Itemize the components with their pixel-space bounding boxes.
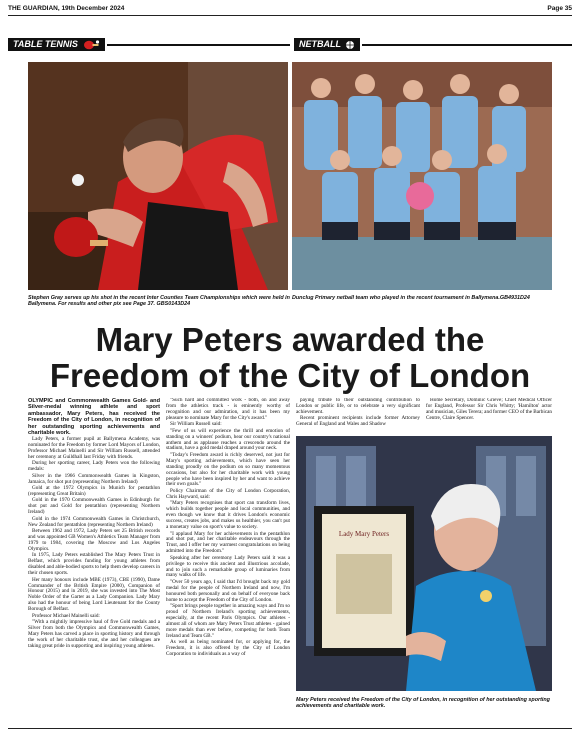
- masthead-rule: [8, 15, 572, 16]
- masthead-date: THE GUARDIAN, 19th December 2024: [8, 4, 125, 12]
- article-paragraph: "Such hard and committed work - both, on and away from the athletics track - is eminently worthy of recognition and our admiration, and it has been my pleasure to nominate Mary for the City's award.": [166, 398, 290, 421]
- article-paragraph: "With a mightily impressive haul of five Gold medals and a Silver from both the Olympics and Commonwealth Games, Mary Peters has carved a place in sporting history and through the work of her charitable trust, she and her colleagues are taking great pride in supporting and inspiring young athletes.: [28, 619, 160, 649]
- article-paragraph: "I applaud Mary for her achievements in the pentathlon and shot put, and her charitable endeavours through the Trust, and I offer her my warmest congratulations on being admitted into the Freedom.": [166, 530, 290, 555]
- article-paragraph: Home Secretary, Dominic Grieve; Chief Medical Officer for England, Professor Sir Chris Whitty; 'Hamilton' actor and musician, Giles Terera; and former CEO of the Barbican Centre, Claire Spencer.: [426, 398, 552, 421]
- netball-caption: Dunclug Primary netball team who played in the recent tournament in Ballymena.GB4931D24: [292, 295, 530, 301]
- article-column-4: [426, 398, 552, 430]
- section-label-netball: [294, 38, 360, 51]
- article-column-2: [166, 398, 290, 718]
- table-tennis-caption: Stephen Gray serves up his shot in the recent Inter Counties Team Championships which were held in Ballymena. For results and other pix see Page 37. GBS0143D24: [28, 295, 290, 308]
- section-rule: [107, 44, 290, 46]
- article-column-3: [296, 398, 420, 430]
- article-column-1: [28, 398, 160, 718]
- certificate-title: Lady Mary Peters: [338, 530, 390, 538]
- footer-rule: [8, 728, 572, 729]
- article-paragraph: Between 1962 and 1972, Lady Peters set 25 British records and was appointed GB Women's Athletics Team Manager from 1979 to 1984, covering the Moscow and Los Angeles Olympics.: [28, 528, 160, 552]
- mary-peters-caption: Mary Peters received the Freedom of the City of London, in recognition of her outstanding sporting achievements and charitable work.: [296, 697, 550, 710]
- article-paragraph: "Few of us will experience the thrill and emotion of standing on a winners' podium, hear our country's national anthem and as applause reaches a crescendo around the stadium, have a gold medal draped around your neck.: [166, 427, 290, 452]
- section-rule: [362, 44, 572, 46]
- article-paragraph: In 1975, Lady Peters established The Mary Peters Trust in Belfast, which provides funding for young athletes from disabled and able-bodied sports to help them develop careers in their chosen sports.: [28, 552, 160, 577]
- page-number: Page 35: [547, 4, 572, 12]
- article-paragraph: OLYMPIC and Commonwealth Games Gold- and Silver-medal winning athlete and sport ambassador, Mary Peters, has received the Freedom of the City of London, in recognition of her outstanding sporting achievements and charitable work.: [28, 398, 160, 437]
- article-paragraph: Her many honours include MBE (1973), CBE (1990), Dame Commander of the British Empire (2000), Companion of Honour (2015) and in 2019, she was invested into The Most Noble Order of the Garter as a Lady Companion. Lady Mary also had the honour of being Lord Lieutenant for the County Borough of Belfast.: [28, 576, 160, 613]
- article-paragraph: Speaking after her ceremony Lady Peters said it was a privilege to receive this ancient and illustrious accolade, and to join such a remarkable group of luminaries from many walks of life.: [166, 554, 290, 579]
- article-paragraph: Silver in the 1966 Commonwealth Games in Kingston, Jamaica, for shot put (representing Northern Ireland): [28, 472, 160, 485]
- article-paragraph: Recent prominent recipients include former Attorney General of England and Wales and Shadow: [296, 415, 420, 428]
- article-paragraph: Professor Michael Mainelli said:: [32, 612, 100, 619]
- headline-line-1: Mary Peters awarded the: [95, 321, 485, 358]
- article-paragraph: As well as being nominated for, or applying for, the Freedom, it is also offered by the City of London Corporation to individuals as a way of: [166, 639, 290, 657]
- headline: [8, 322, 572, 394]
- section-label-table-tennis: [8, 38, 105, 51]
- article-paragraph: During her sporting career, Lady Peters won the following medals:: [28, 460, 160, 473]
- article-paragraph: "Over 50 years ago, I said that I'd brought back my gold medal for the people of Northern Ireland and now, I'm honoured both personally and on behalf of everyone back home to accept the Freedom of the City of London.: [166, 578, 290, 603]
- mary-peters-photo: [296, 436, 552, 691]
- article-paragraph: Policy Chairman of the City of London Corporation, Chris Hayward, said:: [166, 487, 290, 500]
- article-paragraph: paying tribute to their outstanding contribution to London or public life, or to celebrate a very significant achievement.: [296, 398, 420, 415]
- article-paragraph: Gold in the 1970 Commonwealth Games in Edinburgh for shot put and Gold for pentathlon (representing Northern Ireland): [28, 497, 160, 516]
- article-paragraph: "Mary Peters recognises that sport can transform lives, which builds together people and local communities, and even though we know that it drives London's economic success, creates jobs, and makes us healthier, you can't put a monetary value on sport's value to society.: [166, 500, 290, 530]
- table-tennis-photo: [28, 62, 288, 290]
- article-paragraph: "Today's Freedom award is richly deserved, not just for Mary's sporting achievements, which have seen her standing proudly on the podium on so many momentous occasions, but also for her charitable work with young people who have been inspired by her and want to achieve their own goals.": [166, 451, 290, 488]
- netball-team-photo: [292, 62, 552, 290]
- article-paragraph: Gold at the 1972 Olympics in Munich for pentathlon (representing Great Britain): [28, 485, 160, 497]
- section-label-text: TABLE TENNIS: [13, 39, 78, 49]
- article-paragraph: Sir William Russell said:: [170, 421, 222, 428]
- section-label-text: NETBALL: [299, 39, 341, 49]
- section-bar-netball: [294, 38, 572, 51]
- article-paragraph: Lady Peters, a former pupil at Ballymena Academy, was nominated for the Freedom by former Lord Mayors of London, Professor Michael Mainelli and Sir William Russell, attended her ceremony at Guildhall last Friday with friends.: [28, 436, 160, 460]
- article-paragraph: Gold in the 1974 Commonwealth Games in Christchurch, New Zealand for pentathlon (representing Northern Ireland): [28, 515, 160, 528]
- netball-icon: [345, 40, 355, 50]
- table-tennis-bat-icon: [82, 40, 100, 50]
- article-paragraph: "Sport brings people together in amazing ways and I'm so proud of Northern Ireland's sporting achievements, especially, at the recent Paris Olympics. Our athletes - almost all of whom are Mary Peters Trust athletes - gained more medals than ever before, competing for both Team Ireland and Team GB.": [166, 603, 290, 639]
- headline-line-2: Freedom of the City of London: [49, 357, 531, 394]
- masthead: [8, 2, 572, 14]
- section-bar-table-tennis: [8, 38, 290, 51]
